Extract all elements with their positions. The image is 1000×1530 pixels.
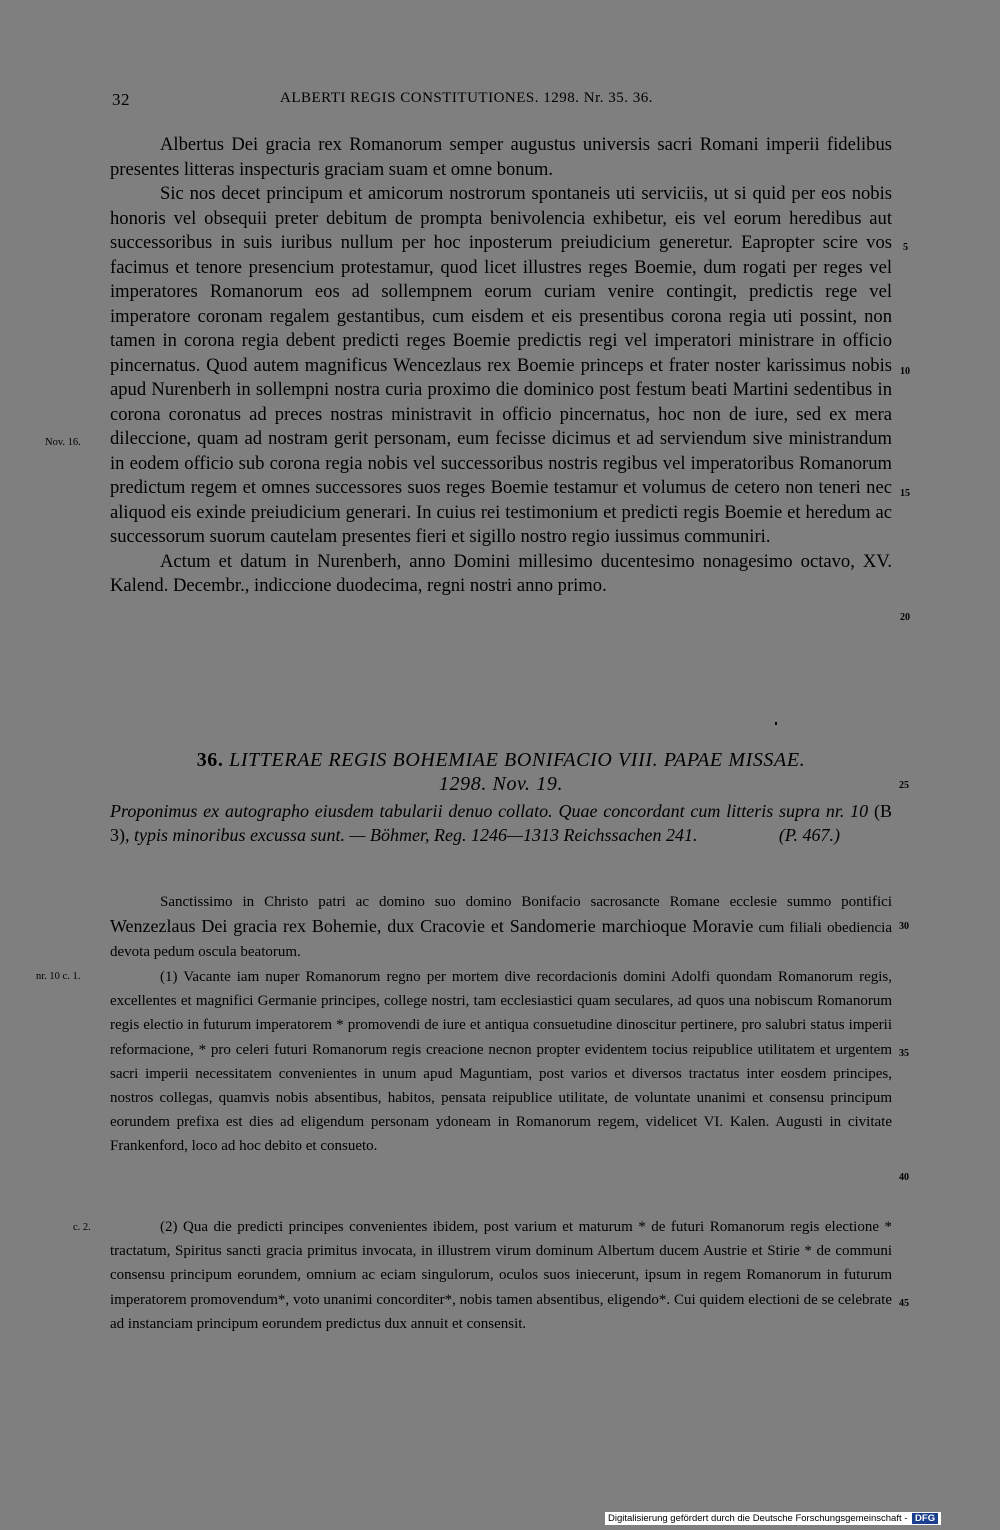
line-number: 15 bbox=[900, 488, 910, 499]
running-header bbox=[112, 90, 892, 116]
dfg-logo: DFG bbox=[912, 1513, 938, 1524]
salutation bbox=[110, 890, 892, 965]
document-36-heading bbox=[110, 748, 892, 796]
margin-chapter-note: c. 2. bbox=[73, 1222, 91, 1233]
salutation-part-2: Wenzezlaus Dei gracia rex Bohemie, dux Cracovie et Sandomerie marchioque Moravie bbox=[110, 916, 754, 937]
running-title: ALBERTI REGIS CONSTITUTIONES. 1298. Nr. 35. 36. bbox=[280, 90, 654, 106]
doc35-dating: Actum et datum in Nurenberh, anno Domini millesimo ducentesimo nonagesimo octavo, XV. Kalend. Decembr., indiccione duodecima, regni nostri anno primo. bbox=[110, 550, 892, 596]
provenance-note bbox=[110, 799, 892, 847]
margin-date-note: Nov. 16. bbox=[45, 437, 81, 448]
document-number: 36. bbox=[196, 749, 224, 771]
document-35-text bbox=[110, 133, 892, 599]
salutation-part-1: Sanctissimo in Christo patri ac domino suo domino Bonifacio sacrosancte Romane ecclesie summo pontifici bbox=[160, 894, 892, 910]
line-number: 5 bbox=[903, 242, 908, 253]
document-title: LITTERAE REGIS BOHEMIAE BONIFACIO VIII. PAPAE MISSAE. bbox=[229, 749, 806, 771]
line-number: 40 bbox=[899, 1172, 909, 1183]
line-number: 30 bbox=[899, 921, 909, 932]
provenance-text-b: (B 3) bbox=[110, 801, 892, 845]
section-2-text: (2) Qua die predicti principes convenientes ibidem, post varium et maturum * de futuri Romanorum regis electione * tractatum, Spiritus sancti gracia primitus invocata, in illustrem virum dominum Albertum ducem Austrie et Stirie * de communi consensu principum eorundem, omnium ac eciam singulorum, oculos suos iniecerunt, ipsum in regem Romanorum in futurum imperatorem promovendum*, voto unanimi concorditer*, nobis tamen absentibus, eligendo*. Cui quidem electioni de se celebrate ad instanciam principum eorundem predictus dux annuit et consensit. bbox=[110, 1219, 892, 1332]
section-1-text: (1) Vacante iam nuper Romanorum regno per mortem dive recordacionis domini Adolfi quondam Romanorum regis, excellentes et magnifici Germanie principes, college nostri, tam ecclesiastici quam seculares, ad quos una nobiscum Romanorum regis electio in futurum imperatorem * promovendi de iure et antiqua consuetudine dinoscitur pertinere, pro salubri status imperii reformacione, * pro celeri futuri Romanorum regis creacione necnon propter evidentem tocius reipublice utilitatem et urgentem sacri imperii necessitatem convenientes in unum apud Maguntiam, post varios et diversos tractatus inter eosdem principes, nostros collegas, quamvis nobis absentibus, habitos, pensata reipublice utilitate, de voluntate unanimi et consensu principum eorundem prefixa est dies ad eligendum personam ydoneam in Romanorum regem, videlicet VI. Kalen. Augusti in civitate Frankenford, loco ad hoc debito et consueto. bbox=[110, 969, 892, 1155]
section-1 bbox=[110, 965, 892, 1159]
provenance-reference: (P. 467.) bbox=[778, 825, 840, 845]
print-mark bbox=[775, 722, 777, 725]
funding-footer bbox=[605, 1512, 941, 1525]
line-number: 35 bbox=[899, 1048, 909, 1059]
line-number: 45 bbox=[899, 1298, 909, 1309]
doc35-protocol: Albertus Dei gracia rex Romanorum semper augustus universis sacri Romani imperii fidelibus presentes litteras inspecturis graciam suam et omne bonum. bbox=[110, 134, 892, 180]
line-number: 20 bbox=[900, 612, 910, 623]
provenance-text-a: Proponimus ex autographo eiusdem tabularii denuo collato. Quae concordant cum litteris supra nr. 10 bbox=[110, 801, 874, 821]
line-number: 10 bbox=[900, 366, 910, 377]
line-number: 25 bbox=[899, 780, 909, 791]
salutation-part-3: cum filiali obediencia devota pedum oscula beatorum. bbox=[110, 920, 892, 961]
doc35-main-text: Sic nos decet principum et amicorum nostrorum spontaneis uti serviciis, ut si quid per eos nobis honoris vel obsequii preter debitum de prompta benivolencia exhibetur, eis vel eorum heredibus aut successoribus in suis iuribus nullum per hoc inposterum preiudicium generetur. Eapropter scire vos facimus et tenore presencium protestamur, quod licet illustres reges Boemie, dum rogati per reges vel imperatores Romanorum eos ad sollempnem eorum curiam venire contingit, predictis rege vel imperatore coronam regalem gestantibus, cum eisdem et eis presentibus corona regia uti possint, non tamen in corona regia debent predicti reges Boemie predictis regi vel imperatori ministrare in officio pincernatus. Quod autem magnificus Wencezlaus rex Boemie princeps et frater noster karissimus nobis apud Nurenberh in sollempni nostra curia proximo die dominico post festum beati Martini sedentibus in corona coronatus ad preces nostras ministravit in officio pincernatus, hoc non de iure, sed ex mera dileccione, quam ad nostram gerit personam, eum fecisse dicimus et ad serviendum sive ministrandum in eodem officio sub corona regia nobis vel successoribus nostris regibus vel imperatoribus Romanorum predictum regem et omnes successores suos reges Boemie testamur et volumus de cetero non teneri nec aliquod eis exinde preiudicium generari. In cuius rei testimonium et predicti regis Boemie et heredum ac successorum suorum cautelam presentes fieri et sigillo nostro regio iussimus communiri. bbox=[110, 183, 892, 547]
page-number: 32 bbox=[112, 90, 130, 109]
footer-text: Digitalisierung gefördert durch die Deutsche Forschungsgemeinschaft - bbox=[608, 1513, 908, 1524]
document-date: 1298. Nov. 19. bbox=[438, 773, 564, 795]
margin-reference-note: nr. 10 c. 1. bbox=[36, 971, 81, 982]
section-2 bbox=[110, 1215, 892, 1336]
provenance-text-c: , typis minoribus excussa sunt. — Böhmer, Reg. 1246—1313 Reichssachen 241. bbox=[125, 825, 698, 845]
